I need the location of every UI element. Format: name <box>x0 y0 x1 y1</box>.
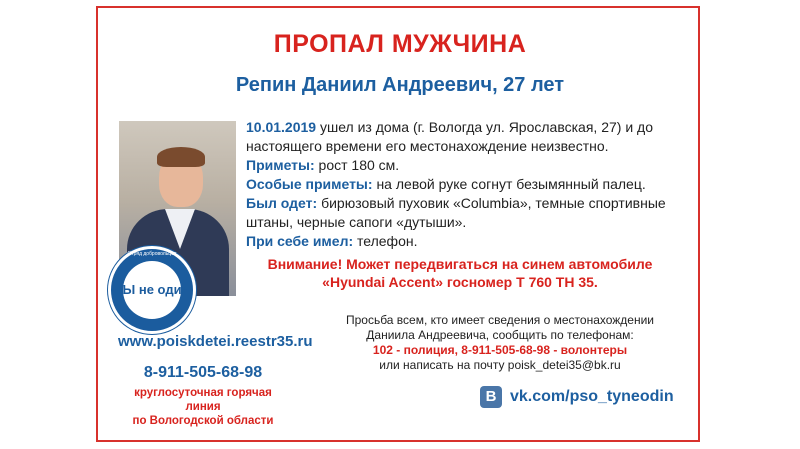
description-text-1: ушел из дома (г. Вологда ул. Ярославская, 27) и до <box>316 119 653 135</box>
hotline-caption-1: круглосуточная горячая линия <box>134 387 272 413</box>
appeal-line-1: Просьба всем, кто имеет сведения о местонахождении <box>345 313 655 327</box>
signs-label: Приметы: <box>246 157 315 173</box>
appeal-email: или написать на почту poisk_detei35@bk.ru <box>379 358 621 372</box>
hotline-block <box>118 364 288 428</box>
missing-person-name: Репин Даниил Андреевич, 27 лет <box>235 74 565 96</box>
missing-date: 10.01.2019 <box>246 119 317 135</box>
warning-line-1: Внимание! Может передвигаться на синем автомобиле <box>267 256 653 272</box>
vk-icon: B <box>480 386 502 408</box>
contact-appeal <box>320 313 680 373</box>
website-link[interactable]: www.poiskdetei.reestr35.ru <box>118 333 313 350</box>
vk-link[interactable]: vk.com/pso_tyneodin <box>510 388 674 405</box>
vk-group[interactable] <box>480 386 674 408</box>
description-text-2: настоящего времени его местонахождение неизвестно. <box>246 138 609 154</box>
volunteer-logo <box>108 246 196 334</box>
appeal-phones: 102 - полиция, 8-911-505-68-98 - волонтеры <box>372 343 628 357</box>
special-signs-value: на левой руке согнут безымянный палец. <box>372 176 646 192</box>
appeal-line-2: Даниила Андреевича, сообщить по телефонам: <box>366 328 634 342</box>
belongings-label: При себе имел: <box>246 233 354 249</box>
poster-title: ПРОПАЛ МУЖЧИНА <box>273 30 527 58</box>
hotline-phone[interactable]: 8-911-505-68-98 <box>143 364 263 381</box>
clothing-value-1: бирюзовый пуховик «Columbia», темные спортивные <box>317 195 666 211</box>
logo-text: ТЫ не один <box>114 282 190 297</box>
clothing-value-2: штаны, черные сапоги «дутыши». <box>246 214 467 230</box>
vehicle-warning <box>240 255 680 291</box>
belongings-value: телефон. <box>353 233 418 249</box>
clothing-label: Был одет: <box>246 195 318 211</box>
warning-line-2: «Hyundai Accent» госномер Т 760 ТН 35. <box>322 274 598 290</box>
description-block <box>246 118 686 251</box>
special-signs-label: Особые приметы: <box>246 176 373 192</box>
logo-ring-text: Отряд добровольцев <box>127 251 177 257</box>
signs-value: рост 180 см. <box>314 157 400 173</box>
hotline-caption-2: по Вологодской области <box>132 415 274 427</box>
